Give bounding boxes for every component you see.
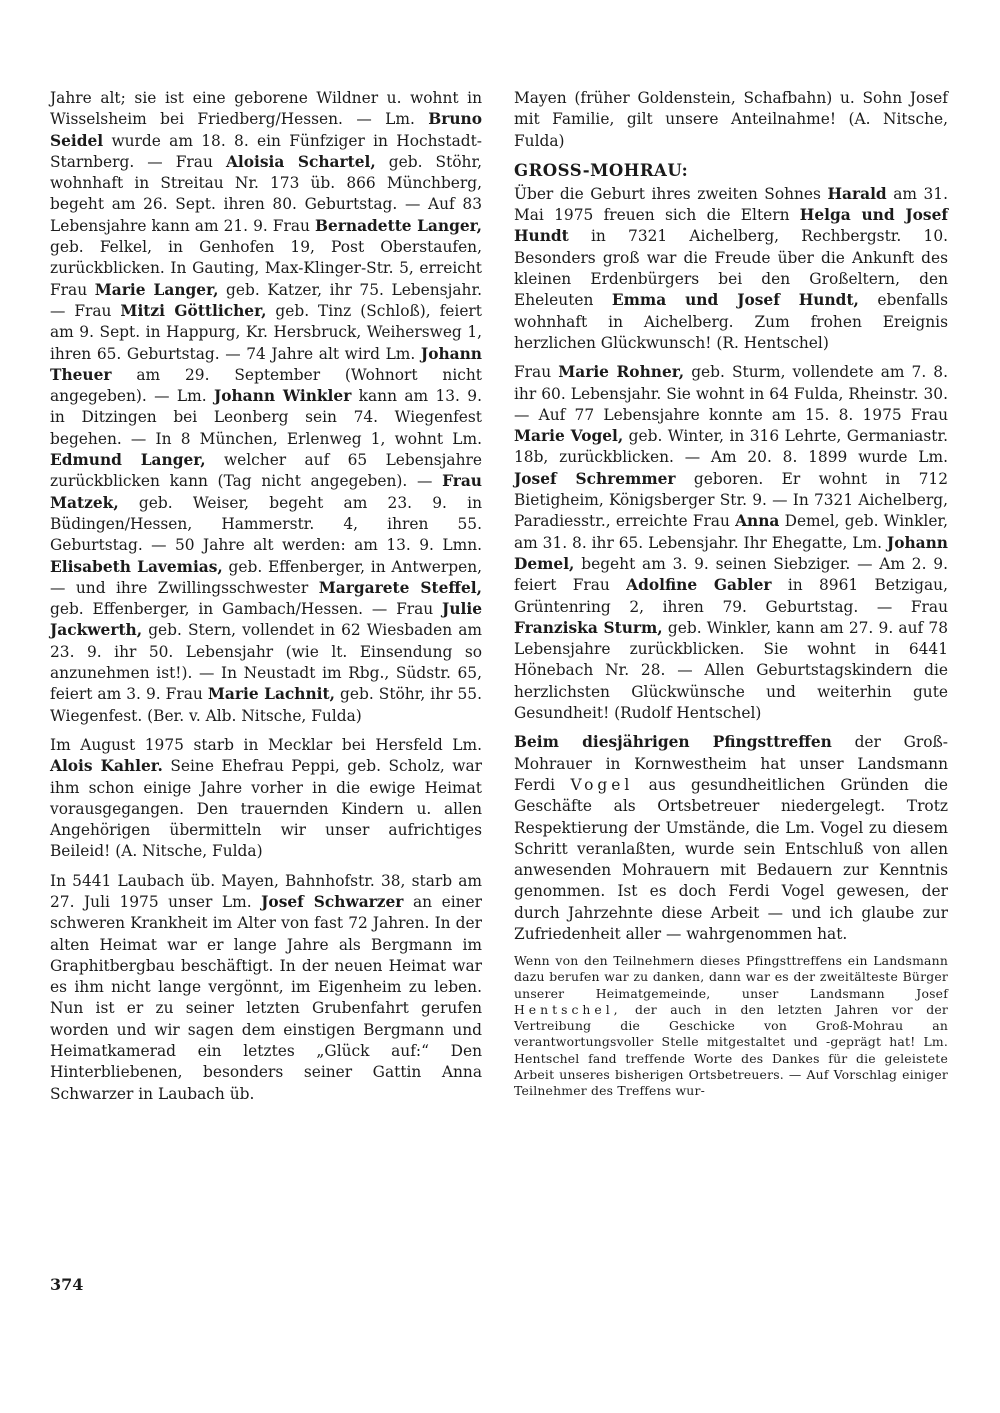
text-run: wurde am 18. 8. ein Fünfziger in Hochstadt-Starnberg. — Frau xyxy=(50,131,482,171)
bold-name: Emma und Josef Hundt, xyxy=(611,291,859,310)
bold-name: Aloisia Schartel, xyxy=(225,152,376,171)
text-run: geb. Felkel, in Genhofen 19, Post Oberstaufen, zurückblicken. In Gauting, Max-Klinger-Str. 5, erreicht Frau xyxy=(50,238,482,299)
obituary-schwarzer xyxy=(50,871,482,1105)
text-run: kann am 13. 9. in Ditzingen bei Leonberg sein 74. Wiegenfest begehen. — In 8 München, Erlenweg 1, wohnt Lm. xyxy=(50,387,482,448)
text-run: geb. Stöhr, wohnhaft in Streitau Nr. 173 üb. 866 Münchberg, begeht am 26. Sept. ihren 80. Geburtstag. — Auf 83 Lebensjahre kann am 21. 9. Frau xyxy=(50,152,483,235)
text-run: geb. Tinz (Schloß), feiert am 9. Sept. in Happurg, Kr. Hersbruck, Weihersweg 1, ihren 65. Geburtstag. — 74 Jahre alt wird Lm. xyxy=(50,301,482,363)
text-run: geb. Sturm, vollendete am 7. 8. ihr 60. Lebensjahr. Sie wohnt in 64 Fulda, Rheinstr. 30. — Auf 77 Lebensjahre konnte am 15. 8. 1975 Frau xyxy=(514,363,948,424)
pfingsttreffen-paragraph xyxy=(514,732,948,945)
text-run: Jahre alt; sie ist eine geborene Wildner u. wohnt in Wisselsheim bei Friedberg/Hessen. — Lm. xyxy=(50,89,482,129)
text-run: Demel, geb. Winkler, am 31. 8. ihr 65. Lebensjahr. Ihr Ehegatte, Lm. xyxy=(514,512,948,552)
bold-name: Margarete Steffel, xyxy=(318,578,482,597)
right-column xyxy=(514,88,948,1099)
text-run: geb. Stöhr, ihr 55. Wiegenfest. (Ber. v. Alb. Nitsche, Fulda) xyxy=(50,685,482,725)
text-run: an einer schweren Krankheit im Alter von fast 72 Jahren. In der alten Heimat war er lange Jahre als Bergmann im Graphitbergbau beschäftigt. In der neuen Heimat war es ihm nicht lange vergönnt, im Eigenheim zu leben. Nun ist er zu seiner letzten Grubenfahrt gerufen worden und wir sagen dem einstigen Bergmann und Heimatkamerad ein letztes „Glück auf:“ Den Hinterbliebenen, besonders seiner Gattin Anna Schwarzer in Laubach üb. xyxy=(50,892,482,1103)
text-run: ebenfalls wohnhaft in Aichelberg. Zum frohen Ereignis herzlichen Glückwunsch! (R. Hentschel) xyxy=(514,291,948,352)
text-run: Mayen (früher Goldenstein, Schafbahn) u. Sohn Josef mit Familie, gilt unsere Anteilnahme! (A. Nitsche, Fulda) xyxy=(514,89,948,150)
text-run: geb. Katzer, ihr 75. Lebensjahr. — Frau xyxy=(50,280,482,320)
bold-name: Anna xyxy=(735,512,780,531)
continued-paragraph xyxy=(514,88,948,152)
text-run: Frau xyxy=(514,363,559,382)
bold-name: Edmund Langer, xyxy=(50,451,206,470)
bold-name: Frau Matzek, xyxy=(50,472,482,512)
text-run: geb. Winter, in 316 Lehrte, Germaniastr. 18b, zurückblicken. — Am 20. 8. 1899 wurde Lm. xyxy=(514,427,948,467)
bold-name: Adolfine Gabler xyxy=(626,576,772,595)
section-heading: GROSS-MOHRAU: xyxy=(514,160,689,180)
article-paragraph xyxy=(50,88,482,727)
birthday-paragraph xyxy=(514,362,948,724)
birth-announcement xyxy=(514,184,948,354)
bold-name: Johann Theuer xyxy=(50,344,482,384)
bold-name: Johann Demel, xyxy=(514,533,948,573)
text-run: geb. Weiser, begeht am 23. 9. in Büdingen/Hessen, Hammerstr. 4, ihren 55. Geburtstag. — 50 Jahre alt werden: am 13. 9. Lmn. xyxy=(50,493,482,555)
bold-name: Johann Winkler xyxy=(213,387,352,406)
text-run: am 29. September (Wohnort nicht angegeben). — Lm. xyxy=(50,365,482,406)
text-run: am 31. Mai 1975 freuen sich die Eltern xyxy=(514,184,948,225)
bold-name: Marie Rohner, xyxy=(558,363,685,382)
text-run: in 8961 Betzigau, Grüntenring 2, ihren 79. Geburtstag. — Frau xyxy=(514,576,948,616)
bold-name: Marie Vogel, xyxy=(514,427,624,446)
text-run: aus gesundheitlichen Gründen die Geschäfte als Ortsbetreuer niedergelegt. Trotz Respektierung der Umstände, die Lm. Vogel zu diesem Schritt veranlaßten, wurde sein Entschluß von allen anwesenden Mohrauern mit Bedauern zur Kenntnis genommen. Ist es doch Ferdi Vogel gewesen, der durch Jahrzehnte diese Arbeit — und ich glaube zur Zufriedenheit aller — wahrgenommen hat. xyxy=(514,775,948,943)
text-run: geb. Effenberger, in Gambach/Hessen. — Frau xyxy=(50,600,443,619)
text-run: geb. Stern, vollendet in 62 Wiesbaden am 23. 9. ihr 50. Lebensjahr (wie lt. Einsendung so anzunehmen ist!). — In Neustadt im Rbg., Südstr. 65, feiert am 3. 9. Frau xyxy=(50,621,482,704)
bold-name: Josef Schwarzer xyxy=(261,892,404,911)
spaced-name: Hentschel, xyxy=(514,1001,622,1017)
spaced-name: Vogel xyxy=(570,775,634,794)
bold-name: Beim diesjährigen Pfingsttreffen xyxy=(514,733,832,752)
obituary-kahler xyxy=(50,735,482,863)
bold-name: Helga und Josef Hundt xyxy=(514,206,948,246)
bold-name: Elisabeth Lavemias, xyxy=(50,557,223,576)
text-run: geb. Winkler, kann am 27. 9. auf 78 Lebensjahre zurückblicken. Sie wohnt in 6441 Hönebach Nr. 28. — Allen Geburtstagskindern die herzlichsten Glückwünsche und weiterhin gute Gesundheit! (Rudolf Hentschel) xyxy=(514,618,949,723)
text-run: Wenn von den Teilnehmern dieses Pfingsttreffens ein Landsmann dazu berufen war zu danken, dann war es der zweitälteste Bürger unserer Heimatgemeinde, unser Landsmann Josef xyxy=(514,953,948,1001)
left-column xyxy=(50,88,482,1113)
text-run: geb. Effenberger, in Antwerpen, — und ihre Zwillingsschwester xyxy=(50,557,482,597)
text-run: begeht am 3. 9. seinen Siebziger. — Am 2. 9. feiert Frau xyxy=(514,554,948,595)
bold-name: Bernadette Langer, xyxy=(314,216,482,235)
bold-name: Harald xyxy=(827,184,887,203)
text-run: in 7321 Aichelberg, Rechbergstr. 10. Besonders groß war die Freude über die Ankunft des kleinen Erdenbürgers bei den Großeltern, den Eheleuten xyxy=(514,227,948,310)
bold-name: Franziska Sturm, xyxy=(514,618,663,637)
small-print-paragraph xyxy=(514,953,948,1099)
bold-name: Marie Lachnit, xyxy=(207,685,335,704)
text-run: der auch in den letzten Jahren vor der Vertreibung die Geschicke von Groß-Mohrau an verantwortungsvoller Stelle mitgestaltet und -geprägt hat! Lm. Hentschel fand treffende Worte des Dankes für die geleistete Arbeit unseres bisherigen Ortsbetreuers. — Auf Vorschlag einiger Teilnehmer des Treffens wur- xyxy=(514,1001,948,1098)
bold-name: Bruno Seidel xyxy=(50,110,482,150)
text-run: welcher auf 65 Lebensjahre zurückblicken kann (Tag nicht angegeben). — xyxy=(50,451,482,491)
text-run: In 5441 Laubach üb. Mayen, Bahnhofstr. 38, starb am 27. Juli 1975 unser Lm. xyxy=(50,871,482,911)
bold-name: Marie Langer, xyxy=(94,280,219,299)
bold-name: Julie Jackwerth, xyxy=(50,600,482,640)
text-run: der Groß-Mohrauer in Kornwestheim hat unser Landsmann Ferdi xyxy=(514,733,948,794)
bold-name: Alois Kahler. xyxy=(50,757,163,776)
bold-name: Mitzi Göttlicher, xyxy=(120,301,267,320)
text-run: geboren. Er wohnt in 712 Bietigheim, Königsberger Str. 9. — In 7321 Aichelberg, Paradiesstr., erreichte Frau xyxy=(514,469,948,531)
bold-name: Josef Schremmer xyxy=(514,469,676,488)
text-run: Seine Ehefrau Peppi, geb. Scholz, war ihm schon einige Jahre vorher in die ewige Heimat vorausgegangen. Den trauernden Kindern u. allen Angehörigen übermitteln wir unser aufrichtiges Beileid! (A. Nitsche, Fulda) xyxy=(50,757,483,861)
text-run: Im August 1975 starb in Mecklar bei Hersfeld Lm. xyxy=(50,735,482,754)
text-run: Über die Geburt ihres zweiten Sohnes xyxy=(514,184,828,203)
page-number: 374 xyxy=(50,1275,84,1294)
